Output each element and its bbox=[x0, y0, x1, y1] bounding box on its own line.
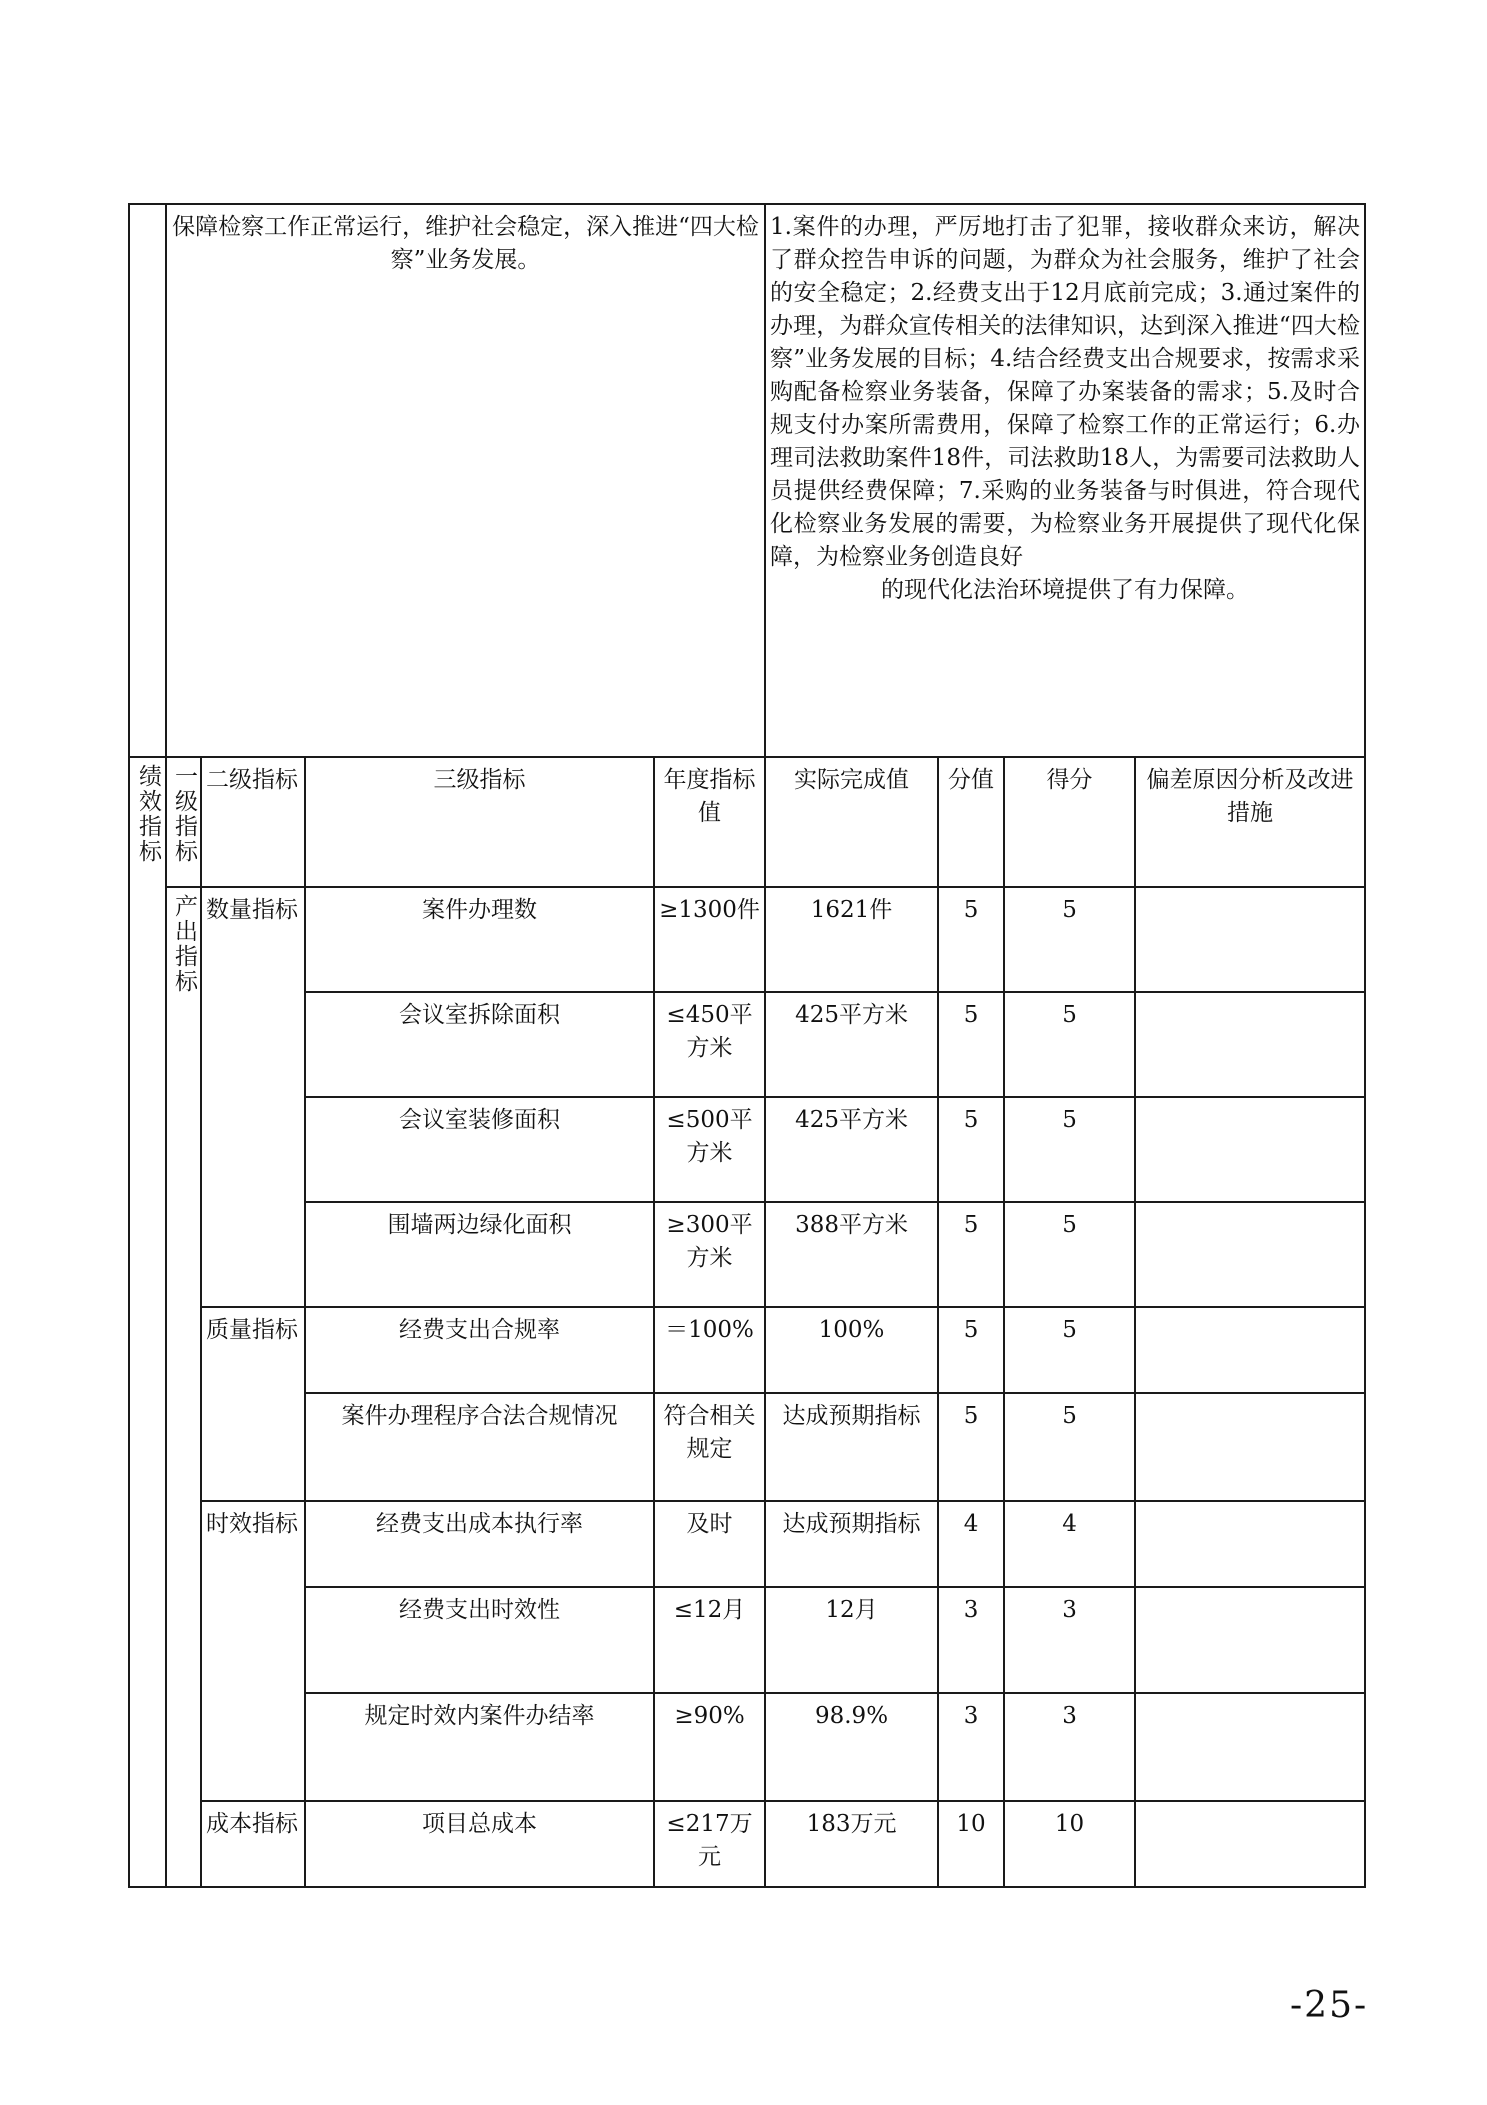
actual-cell: 1621件 bbox=[765, 887, 938, 992]
weight-cell: 3 bbox=[938, 1693, 1004, 1801]
table-row bbox=[129, 1501, 1365, 1587]
header-level2: 二级指标 bbox=[201, 757, 305, 887]
target-cell: ≥90% bbox=[654, 1693, 765, 1801]
group-cost: 成本指标 bbox=[201, 1801, 305, 1887]
target-cell: 符合相关规定 bbox=[654, 1393, 765, 1501]
table-row bbox=[129, 887, 1365, 992]
actual-cell: 12月 bbox=[765, 1587, 938, 1693]
score-cell: 5 bbox=[1004, 887, 1135, 992]
score-cell: 10 bbox=[1004, 1801, 1135, 1887]
score-cell: 5 bbox=[1004, 1202, 1135, 1307]
deviation-cell bbox=[1135, 1501, 1365, 1587]
level3-cell: 围墙两边绿化面积 bbox=[305, 1202, 654, 1307]
weight-cell: 10 bbox=[938, 1801, 1004, 1887]
deviation-cell bbox=[1135, 1801, 1365, 1887]
weight-cell: 3 bbox=[938, 1587, 1004, 1693]
header-score: 得分 bbox=[1004, 757, 1135, 887]
header-level1: 一级指标 bbox=[166, 757, 201, 887]
header-actual-value: 实际完成值 bbox=[765, 757, 938, 887]
score-cell: 4 bbox=[1004, 1501, 1135, 1587]
actual-cell: 100% bbox=[765, 1307, 938, 1393]
actual-completion-text: 1.案件的办理，严厉地打击了犯罪，接收群众来访，解决了群众控告申诉的问题，为群众为社会服务，维护了社会的安全稳定；2.经费支出于12月底前完成；3.通过案件的办理，为群众宣传相关的法律知识，达到深入推进“四大检察”业务发展的目标；4.结合经费支出合规要求，按需求采购配备检察业务装备，保障了办案装备的需求；5.及时合规支付办案所需费用，保障了检察工作的正常运行；6.办理司法救助案件18件，司法救助18人，为需要司法救助人员提供经费保障；7.采购的业务装备与时俱进，符合现代化检察业务发展的需要，为检察业务开展提供了现代化保障，为检察业务创造良好 bbox=[770, 214, 1361, 570]
target-cell: 及时 bbox=[654, 1501, 765, 1587]
weight-cell: 5 bbox=[938, 887, 1004, 992]
deviation-cell bbox=[1135, 1202, 1365, 1307]
table-row bbox=[129, 1202, 1365, 1307]
level1-output-label: 产出指标 bbox=[166, 887, 201, 1887]
weight-cell: 5 bbox=[938, 1393, 1004, 1501]
level3-cell: 案件办理程序合法合规情况 bbox=[305, 1393, 654, 1501]
target-cell: ≤500平方米 bbox=[654, 1097, 765, 1202]
level3-cell: 会议室装修面积 bbox=[305, 1097, 654, 1202]
level3-cell: 经费支出成本执行率 bbox=[305, 1501, 654, 1587]
deviation-cell bbox=[1135, 1097, 1365, 1202]
header-weight: 分值 bbox=[938, 757, 1004, 887]
level3-cell: 经费支出合规率 bbox=[305, 1307, 654, 1393]
target-cell: ＝100% bbox=[654, 1307, 765, 1393]
score-cell: 5 bbox=[1004, 1393, 1135, 1501]
score-cell: 3 bbox=[1004, 1587, 1135, 1693]
weight-cell: 4 bbox=[938, 1501, 1004, 1587]
deviation-cell bbox=[1135, 1693, 1365, 1801]
actual-cell: 达成预期指标 bbox=[765, 1501, 938, 1587]
actual-cell: 425平方米 bbox=[765, 992, 938, 1097]
table-row bbox=[129, 1393, 1365, 1501]
goals-row bbox=[129, 204, 1365, 757]
target-cell: ≥300平方米 bbox=[654, 1202, 765, 1307]
weight-cell: 5 bbox=[938, 992, 1004, 1097]
deviation-cell bbox=[1135, 1587, 1365, 1693]
header-level3: 三级指标 bbox=[305, 757, 654, 887]
level3-cell: 项目总成本 bbox=[305, 1801, 654, 1887]
actual-cell: 183万元 bbox=[765, 1801, 938, 1887]
actual-cell: 98.9% bbox=[765, 1693, 938, 1801]
level3-cell: 案件办理数 bbox=[305, 887, 654, 992]
header-deviation: 偏差原因分析及改进措施 bbox=[1135, 757, 1365, 887]
deviation-cell bbox=[1135, 887, 1365, 992]
actual-completion-cell bbox=[765, 204, 1365, 757]
header-row bbox=[129, 757, 1365, 887]
table-row bbox=[129, 992, 1365, 1097]
score-cell: 5 bbox=[1004, 992, 1135, 1097]
deviation-cell bbox=[1135, 1307, 1365, 1393]
target-cell: ≥1300件 bbox=[654, 887, 765, 992]
level3-cell: 经费支出时效性 bbox=[305, 1587, 654, 1693]
weight-cell: 5 bbox=[938, 1097, 1004, 1202]
weight-cell: 5 bbox=[938, 1307, 1004, 1393]
group-timeliness: 时效指标 bbox=[201, 1501, 305, 1801]
table-row bbox=[129, 1801, 1365, 1887]
target-cell: ≤217万元 bbox=[654, 1801, 765, 1887]
group-quality: 质量指标 bbox=[201, 1307, 305, 1501]
group-quantity: 数量指标 bbox=[201, 887, 305, 1307]
table-row bbox=[129, 1307, 1365, 1393]
table-row bbox=[129, 1693, 1365, 1801]
actual-cell: 达成预期指标 bbox=[765, 1393, 938, 1501]
header-annual-target: 年度指标值 bbox=[654, 757, 765, 887]
annual-goal-cell bbox=[166, 204, 765, 757]
level3-cell: 会议室拆除面积 bbox=[305, 992, 654, 1097]
score-cell: 5 bbox=[1004, 1307, 1135, 1393]
table-row bbox=[129, 1097, 1365, 1202]
goals-side-cell bbox=[129, 204, 166, 757]
performance-side-label: 绩效指标 bbox=[129, 757, 166, 1887]
page-number: -25- bbox=[1290, 1985, 1369, 2026]
target-cell: ≤450平方米 bbox=[654, 992, 765, 1097]
actual-cell: 425平方米 bbox=[765, 1097, 938, 1202]
target-cell: ≤12月 bbox=[654, 1587, 765, 1693]
annual-goal-text: 保障检察工作正常运行，维护社会稳定，深入推进“四大检察”业务发展。 bbox=[172, 214, 759, 273]
level3-cell: 规定时效内案件办结率 bbox=[305, 1693, 654, 1801]
score-cell: 3 bbox=[1004, 1693, 1135, 1801]
table-row bbox=[129, 1587, 1365, 1693]
actual-cell: 388平方米 bbox=[765, 1202, 938, 1307]
weight-cell: 5 bbox=[938, 1202, 1004, 1307]
actual-completion-last-line: 的现代化法治环境提供了有力保障。 bbox=[881, 577, 1250, 603]
deviation-cell bbox=[1135, 1393, 1365, 1501]
score-cell: 5 bbox=[1004, 1097, 1135, 1202]
deviation-cell bbox=[1135, 992, 1365, 1097]
performance-table bbox=[128, 203, 1366, 1888]
